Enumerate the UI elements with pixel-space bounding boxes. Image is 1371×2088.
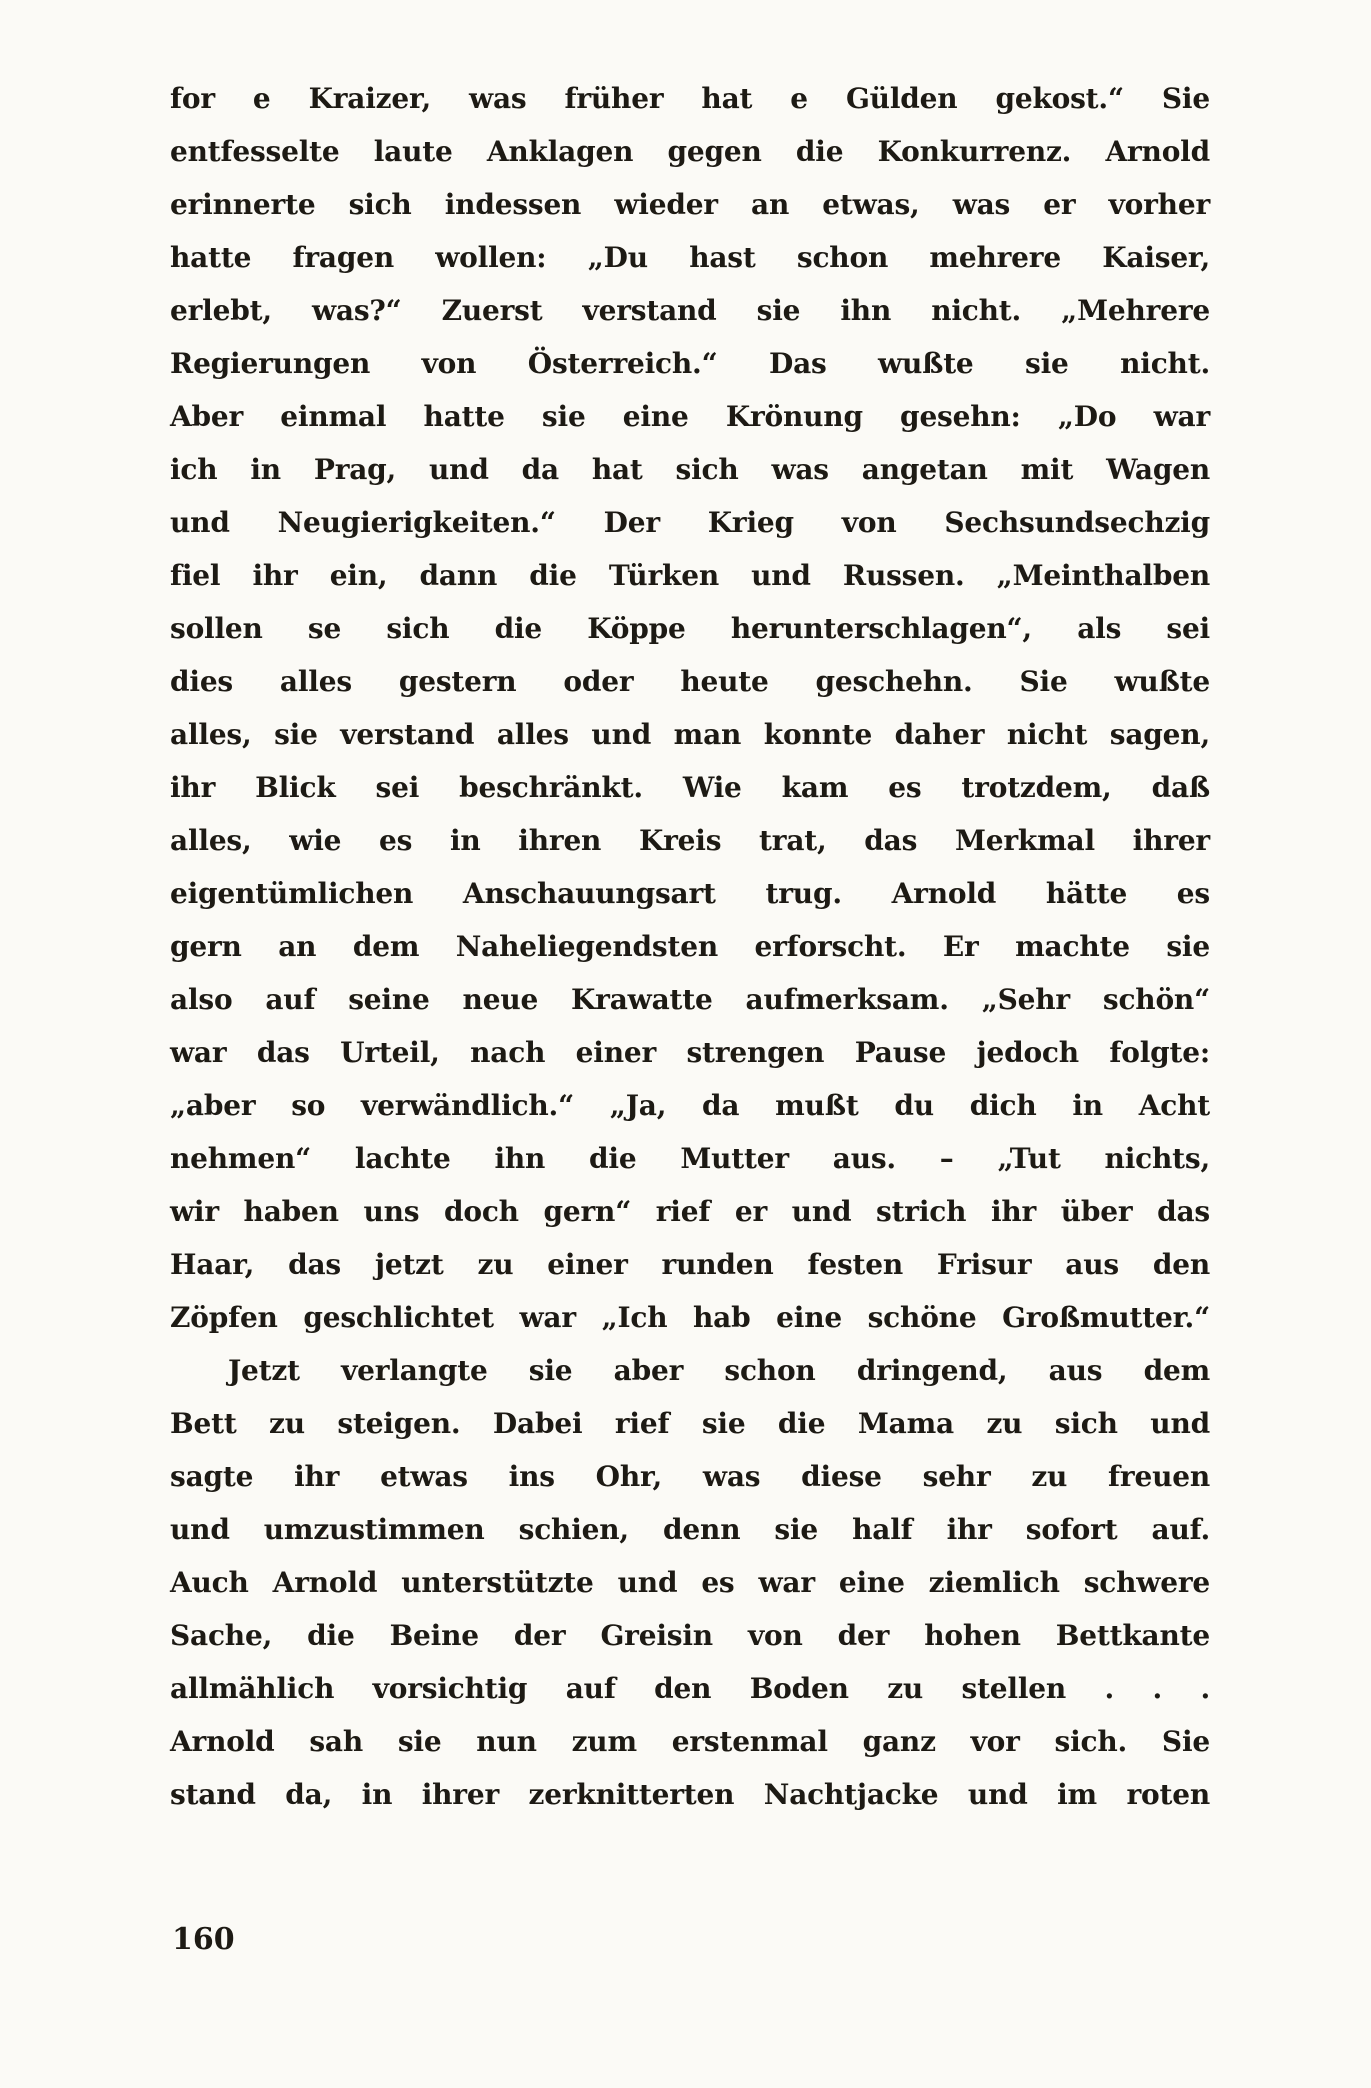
text-line: Auch Arnold unterstützte und es war eine ziemlich schwere xyxy=(170,1566,1210,1599)
text-line: eigentümlichen Anschauungsart trug. Arnold hätte es xyxy=(170,877,1210,910)
text-line: hatte fragen wollen: „Du hast schon mehrere Kaiser, xyxy=(170,241,1210,274)
text-line: Regierungen von Österreich.“ Das wußte sie nicht. xyxy=(170,347,1210,380)
text-line: alles, sie verstand alles und man konnte daher nicht sagen, xyxy=(170,718,1210,751)
text-line: war das Urteil, nach einer strengen Pause jedoch folgte: xyxy=(170,1036,1210,1069)
text-line: Aber einmal hatte sie eine Krönung gesehn: „Do war xyxy=(170,400,1210,433)
text-line: ich in Prag, und da hat sich was angetan mit Wagen xyxy=(170,453,1210,486)
text-line: entfesselte laute Anklagen gegen die Konkurrenz. Arnold xyxy=(170,135,1210,168)
text-line: nehmen“ lachte ihn die Mutter aus. – „Tut nichts, xyxy=(170,1142,1210,1175)
text-line: wir haben uns doch gern“ rief er und strich ihr über das xyxy=(170,1195,1210,1228)
text-line: Sache, die Beine der Greisin von der hohen Bettkante xyxy=(170,1619,1210,1652)
text-line: „aber so verwändlich.“ „Ja, da mußt du dich in Acht xyxy=(170,1089,1210,1122)
text-line: dies alles gestern oder heute geschehn. Sie wußte xyxy=(170,665,1210,698)
page-number: 160 xyxy=(172,1922,235,1957)
text-line: Haar, das jetzt zu einer runden festen Frisur aus den xyxy=(170,1248,1210,1281)
text-line: also auf seine neue Krawatte aufmerksam. „Sehr schön“ xyxy=(170,983,1210,1016)
text-line: und Neugierigkeiten.“ Der Krieg von Sechsundsechzig xyxy=(170,506,1210,539)
text-line: alles, wie es in ihren Kreis trat, das Merkmal ihrer xyxy=(170,824,1210,857)
text-line: erinnerte sich indessen wieder an etwas, was er vorher xyxy=(170,188,1210,221)
text-line: Arnold sah sie nun zum erstenmal ganz vor sich. Sie xyxy=(170,1725,1210,1758)
text-line: Zöpfen geschlichtet war „Ich hab eine schöne Großmutter.“ xyxy=(170,1301,1210,1334)
text-line: gern an dem Naheliegendsten erforscht. Er machte sie xyxy=(170,930,1210,963)
text-line: sagte ihr etwas ins Ohr, was diese sehr zu freuen xyxy=(170,1460,1210,1493)
text-line: stand da, in ihrer zerknitterten Nachtjacke und im roten xyxy=(170,1778,1210,1811)
text-block xyxy=(170,72,1210,1821)
text-line: Jetzt verlangte sie aber schon dringend, aus dem xyxy=(228,1354,1210,1387)
text-line: erlebt, was?“ Zuerst verstand sie ihn nicht. „Mehrere xyxy=(170,294,1210,327)
text-line: sollen se sich die Köppe herunterschlagen“, als sei xyxy=(170,612,1210,645)
text-line: Bett zu steigen. Dabei rief sie die Mama zu sich und xyxy=(170,1407,1210,1440)
text-line: und umzustimmen schien, denn sie half ihr sofort auf. xyxy=(170,1513,1210,1546)
text-line: fiel ihr ein, dann die Türken und Russen. „Meinthalben xyxy=(170,559,1210,592)
text-line: ihr Blick sei beschränkt. Wie kam es trotzdem, daß xyxy=(170,771,1210,804)
text-line: allmählich vorsichtig auf den Boden zu stellen . . . xyxy=(170,1672,1210,1705)
text-line: for e Kraizer, was früher hat e Gülden gekost.“ Sie xyxy=(170,82,1210,115)
